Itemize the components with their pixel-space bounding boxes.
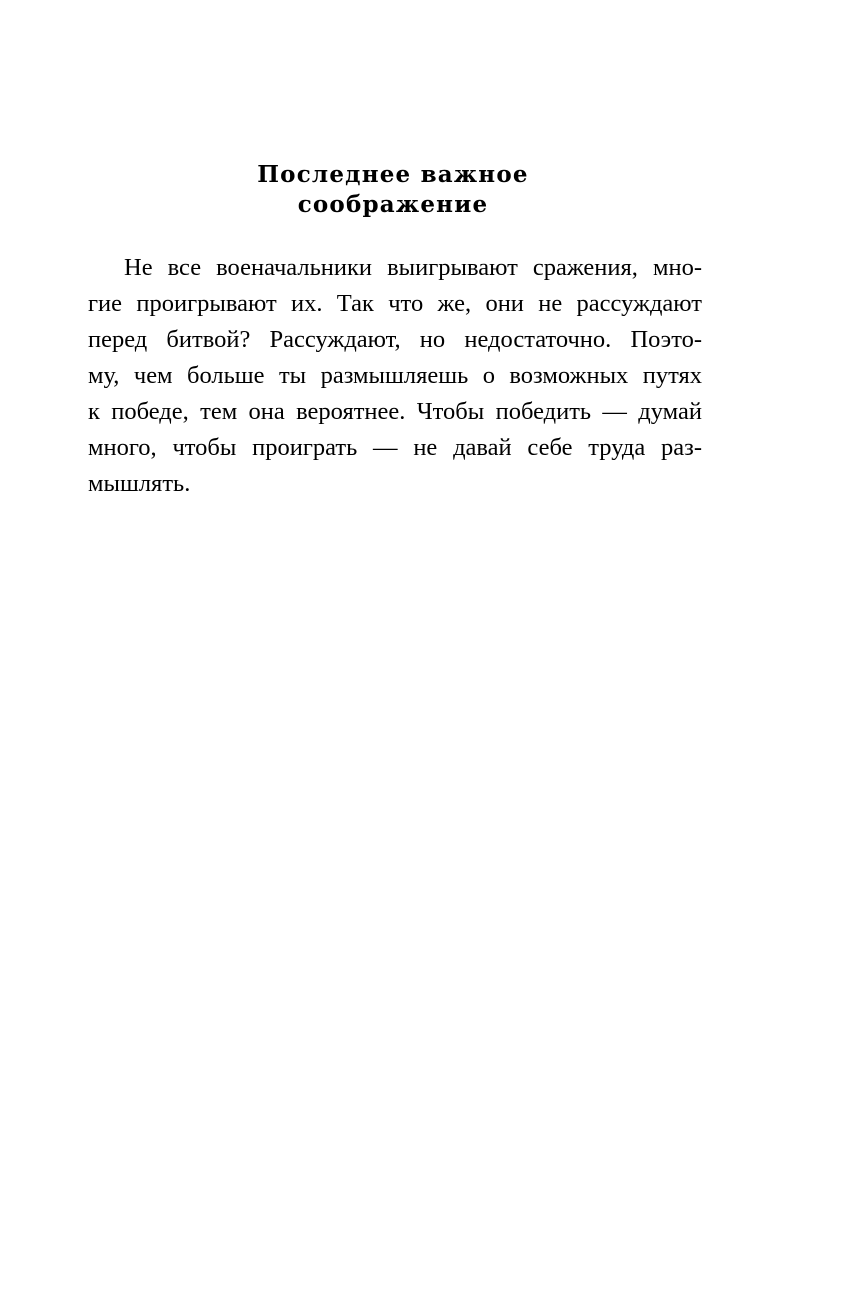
paragraph-line: к победе, тем она вероятнее. Чтобы победить — думай xyxy=(88,398,702,425)
paragraph-line: му, чем больше ты размышляешь о возможных путях xyxy=(88,362,702,389)
paragraph-line: мышлять. xyxy=(88,470,191,497)
paragraph-line: гие проигрывают их. Так что же, они не рассуждают xyxy=(88,290,702,317)
section-title-line: соображение xyxy=(297,191,489,218)
section-paragraph xyxy=(88,250,702,502)
section-title-line: Последнее важное xyxy=(257,161,529,188)
section-title xyxy=(0,160,786,220)
paragraph-line: Не все военачальники выигрывают сражения, мно- xyxy=(124,254,702,281)
paragraph-line: много, чтобы проиграть — не давай себе труда раз- xyxy=(88,434,702,461)
paragraph-line: перед битвой? Рассуждают, но недостаточно. Поэто- xyxy=(88,326,702,353)
